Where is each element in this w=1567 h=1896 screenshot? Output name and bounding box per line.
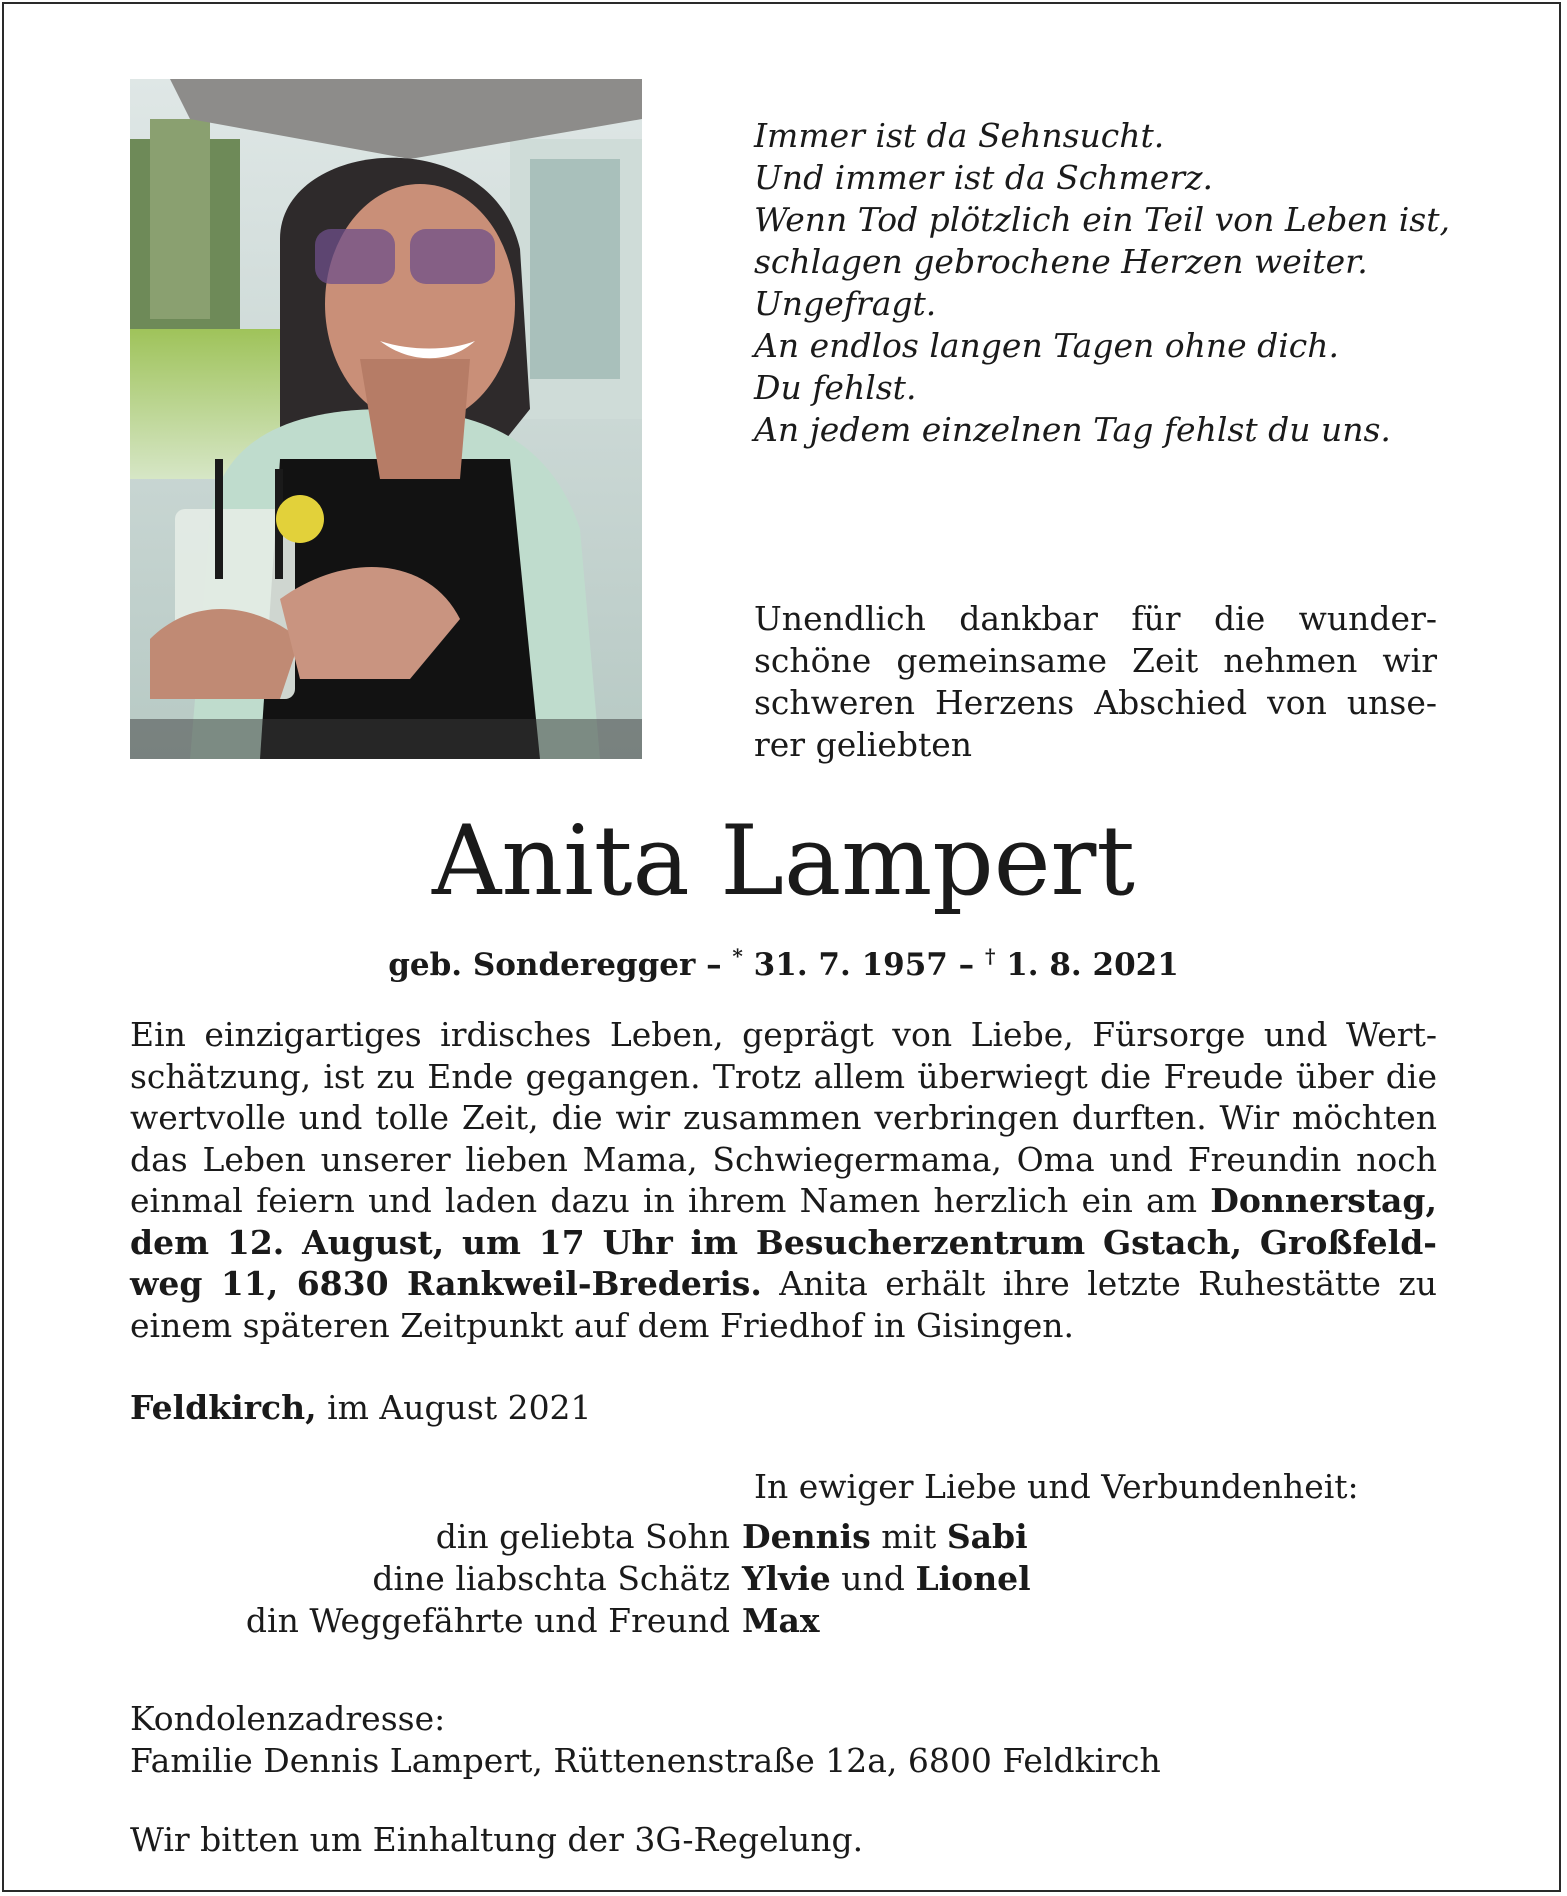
family-row [130,1600,1430,1642]
condolence-address [130,1698,1161,1782]
deceased-name: Anita Lampert [432,805,1135,917]
place-date [130,1387,592,1429]
poem-line: Ungefragt. [754,284,937,323]
body-line: Ein einzigartiges irdisches Leben, geprägt von Liebe, Fürsorge und Wert- [130,1015,1437,1054]
body-line: einem späteren Zeitpunkt auf dem Friedhof in Gisingen. [130,1305,1074,1345]
event-day: Donnerstag, [1210,1181,1437,1220]
family-row [130,1558,1430,1600]
family-names [742,1600,1430,1642]
event-address: weg 11, 6830 Rankweil-Brederis. [130,1264,762,1303]
body-line [130,1263,1437,1305]
condolence-text: Familie Dennis Lampert, Rüttenenstraße 12a, 6800 Feldkirch [130,1741,1161,1780]
body-line [130,1180,1437,1222]
intro-line: rer geliebten [754,725,973,764]
place-city: Feldkirch, [130,1388,317,1427]
event-details: dem 12. August, um 17 Uhr im Besucherzentrum Gstach, Großfeld- [130,1222,1437,1262]
poem-line: Du fehlst. [754,368,917,407]
body-line: das Leben unserer lieben Mama, Schwiegermama, Oma und Freundin noch [130,1139,1437,1179]
family-names [742,1516,1430,1558]
covid-note: Wir bitten um Einhaltung der 3G-Regelung. [130,1820,864,1859]
family-row [130,1516,1430,1558]
family-relation: dine liabschta Schätz [372,1559,730,1598]
portrait-photo [130,79,642,759]
family-name: Sabi [946,1517,1028,1556]
family-name: Lionel [915,1559,1031,1598]
poem-line: An jedem einzelnen Tag fehlst du uns. [754,410,1391,449]
family-names [742,1558,1430,1600]
family-name: Dennis [742,1517,871,1556]
birth-death-dates [0,936,1567,985]
poem-line: Immer ist da Sehnsucht. [754,116,1165,155]
birth-date: 31. 7. 1957 – [742,947,985,983]
intro-line: schöne gemeinsame Zeit nehmen wir [754,641,1437,680]
family-relation: din Weggefährte und Freund [245,1601,730,1640]
condolence-label: Kondolenzadresse: [130,1699,446,1738]
family-name: Ylvie [742,1559,831,1598]
place-month: im August 2021 [316,1388,592,1427]
maiden-name: geb. Sonderegger – [388,947,733,983]
intro-paragraph [754,598,1437,766]
family-name: Max [742,1601,820,1640]
poem-line: Und immer ist da Schmerz. [754,158,1213,197]
poem-line: Wenn Tod plötzlich ein Teil von Leben ist, [754,200,1450,239]
birth-symbol: * [732,944,743,968]
body-text: Anita erhält ihre letzte Ruhestätte zu [761,1264,1437,1303]
body-paragraph [130,1014,1437,1346]
closing-line: In ewiger Liebe und Verbundenheit: [754,1467,1359,1506]
poem-line: schlagen gebrochene Herzen weiter. [754,242,1368,281]
family-joiner: und [830,1559,916,1598]
poem-line: An endlos langen Tagen ohne dich. [754,326,1340,365]
family-joiner: mit [870,1517,947,1556]
family-relation: din geliebta Sohn [435,1517,730,1556]
body-line [130,1222,1437,1264]
portrait-photo-image [130,79,642,759]
death-date: 1. 8. 2021 [995,947,1179,983]
body-line: schätzung, ist zu Ende gegangen. Trotz allem überwiegt die Freude über die [130,1056,1437,1096]
death-symbol: † [984,944,996,968]
intro-line: schweren Herzens Abschied von unse- [754,683,1437,722]
body-text: einmal feiern und laden dazu in ihrem Namen herzlich ein am [130,1181,1211,1220]
family-list [130,1516,1430,1642]
poem [754,115,1514,451]
intro-line: Unendlich dankbar für die wunder- [754,599,1437,638]
body-line: wertvolle und tolle Zeit, die wir zusammen verbringen durften. Wir möchten [130,1098,1437,1137]
